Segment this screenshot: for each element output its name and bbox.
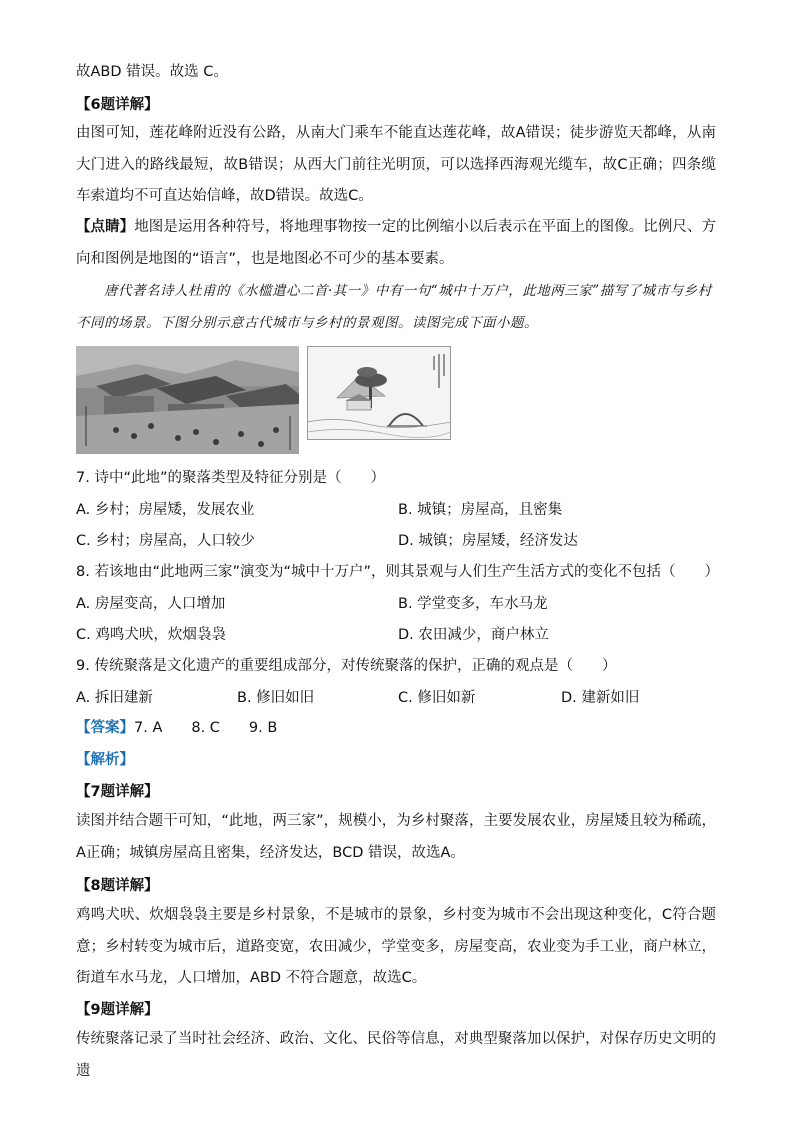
ancient-village-image <box>307 346 451 440</box>
q8-explanation: 鸡鸣犬吠、炊烟袅袅主要是乡村景象，不是城市的景象，乡村变为城市不会出现这种变化，C符合题意；乡村转变为城市后，道路变宽，农田减少，学堂变多，房屋变高，农业变为手工业，商户林立，街道车水马龙，人口增加，ABD 不符合题意，故选C。 <box>76 907 716 986</box>
q9-option-c: C. 修旧如新 <box>398 690 476 706</box>
answer-text: 7. A 8. C 9. B <box>134 720 278 736</box>
q8-option-a: A. 房屋变高，人口增加 <box>76 596 226 612</box>
q8-heading: 【8题详解】 <box>76 878 159 894</box>
q9-option-d: D. 建新如旧 <box>561 690 640 706</box>
q9-heading: 【9题详解】 <box>76 1002 159 1018</box>
q9-option-b: B. 修旧如旧 <box>237 690 315 706</box>
q7-explanation: 读图并结合题干可知，“此地，两三家”，规模小，为乡村聚落，主要发展农业，房屋矮且较为稀疏，A正确；城镇房屋高且密集，经济发达，BCD 错误，故选A。 <box>76 813 716 861</box>
answer-line <box>76 718 277 738</box>
note-label: 【点睛】 <box>76 219 135 235</box>
q7-option-a: A. 乡村；房屋矮，发展农业 <box>76 502 255 518</box>
reading-intro: 唐代著名诗人杜甫的《水槛遣心二首·其一》中有一句“城中十万户，此地两三家”描写了城市与乡村不同的场景。下图分别示意古代城市与乡村的景观图。读图完成下面小题。 <box>76 283 712 331</box>
q8-option-b: B. 学堂变多，车水马龙 <box>398 596 548 612</box>
q9-stem: 9. 传统聚落是文化遗产的重要组成部分，对传统聚落的保护，正确的观点是（ ） <box>76 658 617 674</box>
ancient-city-image <box>76 346 299 454</box>
q5-answer-tail: 故ABD 错误。故选 C。 <box>76 64 228 80</box>
note-paragraph <box>76 212 716 275</box>
answer-label: 【答案】 <box>76 720 134 736</box>
q6-heading: 【6题详解】 <box>76 97 159 113</box>
q6-explanation: 由图可知，莲花峰附近没有公路，从南大门乘车不能直达莲花峰，故A错误；徒步游览天都峰，从南大门进入的路线最短，故B错误；从西大门前往光明顶，可以选择西海观光缆车，故C正确；四条缆车索道均不可直达始信峰，故D错误。故选C。 <box>76 125 716 204</box>
q7-stem: 7. 诗中“此地”的聚落类型及特征分别是（ ） <box>76 470 385 486</box>
q7-option-b: B. 城镇；房屋高，且密集 <box>398 502 563 518</box>
q8-option-d: D. 农田减少，商户林立 <box>398 627 549 643</box>
q7-option-d: D. 城镇；房屋矮，经济发达 <box>398 533 578 549</box>
analysis-label: 【解析】 <box>76 752 134 768</box>
q7-heading: 【7题详解】 <box>76 784 159 800</box>
q9-explanation: 传统聚落记录了当时社会经济、政治、文化、民俗等信息，对典型聚落加以保护，对保存历史文明的遗 <box>76 1031 716 1079</box>
q8-stem: 8. 若该地由“此地两三家”演变为“城中十万户”，则其景观与人们生产生活方式的变化不包括（ ） <box>76 564 719 580</box>
note-text: 地图是运用各种符号，将地理事物按一定的比例缩小以后表示在平面上的图像。比例尺、方向和图例是地图的“语言”，也是地图必不可少的基本要素。 <box>76 219 716 267</box>
q8-option-c: C. 鸡鸣犬吠，炊烟袅袅 <box>76 627 226 643</box>
q7-option-c: C. 乡村；房屋高，人口较少 <box>76 533 255 549</box>
q9-option-a: A. 拆旧建新 <box>76 690 153 706</box>
